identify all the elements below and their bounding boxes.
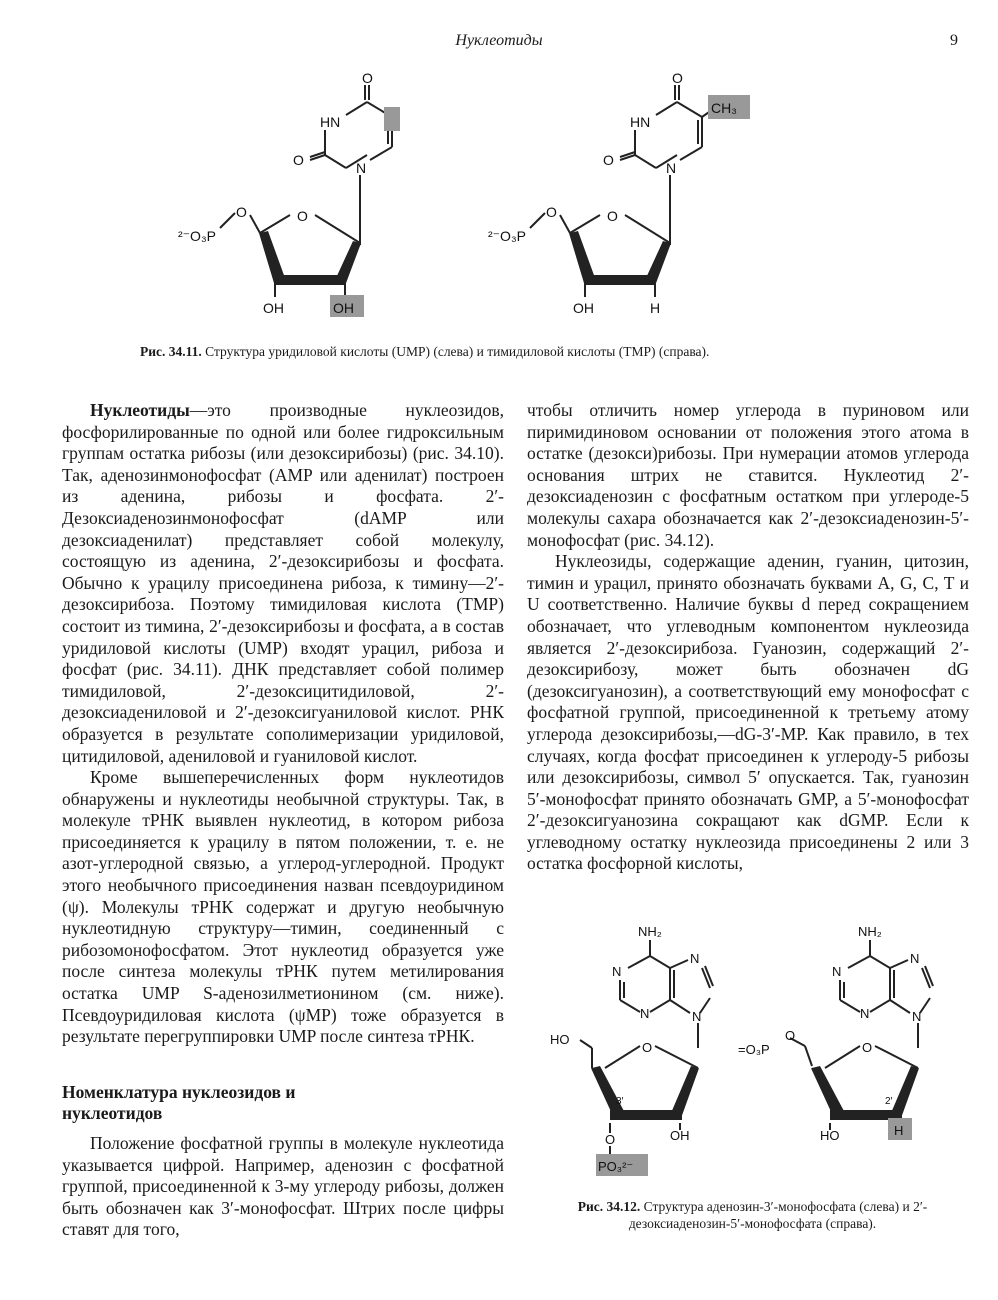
left-column-bottom: [62, 1133, 504, 1241]
right-o-top: O: [672, 70, 683, 86]
fig2-left-n7: N: [690, 951, 700, 966]
figure-34-11-caption: [140, 343, 920, 360]
left-hn: HN: [320, 114, 341, 130]
fig2-left-c3: 3′: [616, 1096, 624, 1107]
left-oh2: OH: [333, 300, 354, 316]
paragraph-r2: Нуклеозиды, содержащие аденин, гуанин, цитозин, тимин и урацил, принято обозначать буквами A, G, C, T и U соответственно. Наличие буквы d перед сокращением обозначает, что углеводным компонентом нуклеозида является 2′-дезоксирибоза. Гуанозин, содержащий 2′-дезоксирибозу, может быть обозначен dG (дезоксигуанозин), а соответствующий ему монофосфат с фосфатной группой, присоединенной к третьему атому углерода дезоксирибозы,—dG-3′-MP. Как правило, в тех случаях, когда фосфат присоединен к углероду-5 рибозы или дезоксирибозы, символ 5′ опускается. Так, гуанозин 5′-монофосфат принято обозначать GMP, а 5′-монофосфат 2′-дезоксигуанозина сокращают как dGMP. Если к углеводному остатку нуклеозида присоединены 2 или 3 остатка фосфорной кислоты,: [527, 551, 969, 874]
fig2-right-n3: N: [860, 1006, 870, 1021]
right-p-o: O: [546, 204, 557, 220]
fig2-right-n1: N: [832, 964, 842, 979]
fig2-right-p-o: O: [785, 1028, 796, 1043]
paragraph-3: Положение фосфатной группы в молекуле нуклеотида указывается цифрой. Например, аденозин с фосфатной группой, присоединенной к 3-му углероду рибозы, должен быть обозначен как 3′-монофосфат. Штрих после цифры ставят для того,: [62, 1133, 504, 1240]
fig2-right-n9: N: [912, 1009, 922, 1024]
right-phosphate: ²⁻O₃P: [488, 228, 526, 244]
fig2-left-ring-o: O: [642, 1040, 653, 1055]
fig2-left-n3: N: [640, 1006, 650, 1021]
right-n: N: [666, 160, 677, 176]
fig2-right-nh2: NH₂: [858, 924, 882, 939]
figure-34-12-caption: [530, 1198, 975, 1232]
left-column: [62, 400, 504, 1048]
paragraph-2: Кроме вышеперечисленных форм нуклеотидов обнаружены и нуклеотиды необычной структуры. Так, в молекуле тРНК выявлен нуклеотид, в котором рибоза присоединяется к урацилу в пятом положении, т. е. не азот-углеродной связью, а углерод-углеродной. Продукт этого необычного присоединения назван псевдоуридином (ψ). Молекулы тРНК содержат и другую необычную нуклеотидную структуру—тимин, соединенный с рибозомонофосфатом. Этот нуклеотид образуется уже после синтеза молекулы тРНК путем метилирования остатка UMP S-аденозилметионином (см. ниже). Псевдоуридиловая кислота (ψMP) тоже образуется в результате перегруппировки UMP после синтеза тРНК.: [62, 767, 504, 1047]
left-n: N: [356, 160, 367, 176]
right-column: [527, 400, 969, 875]
caption-label: Рис. 34.11.: [140, 344, 202, 359]
caption2-label: Рис. 34.12.: [577, 1199, 641, 1214]
left-phosphate: ²⁻O₃P: [178, 228, 216, 244]
figure-34-11: [160, 65, 900, 335]
page-number: 9: [950, 32, 958, 49]
right-oh: OH: [573, 300, 594, 316]
fig2-left-n9: N: [692, 1009, 702, 1024]
paragraph-r1: чтобы отличить номер углерода в пуриновом или пиримидиновом основании от положения этого атома в остатке (дезокси)рибозы. При нумерации атомов углерода основания штрих не ставится. Нуклеотид 2′-дезоксиаденозин с фосфатным остатком при углероде-5 молекулы сахара обозначается как 2′-дезоксиаденозин-5′-монофосфат (рис. 34.12).: [527, 400, 969, 550]
fig2-right-h: H: [894, 1123, 904, 1138]
term-nucleotides: Нуклеотиды: [90, 400, 190, 420]
running-header: Нуклеотиды: [455, 32, 543, 49]
right-hn: HN: [630, 114, 651, 130]
left-ring-o: O: [297, 208, 308, 224]
section-heading: Номенклатура нуклеозидов и нуклеотидов: [62, 1082, 296, 1123]
caption2-text: Структура аденозин-3′-монофосфата (слева) и 2′-дезоксиаденозин-5′-монофосфата (справа).: [628, 1199, 928, 1231]
left-oh1: OH: [263, 300, 284, 316]
fig2-left-ho: HO: [550, 1032, 570, 1047]
fig2-left-o3: O: [605, 1132, 616, 1147]
fig2-right-ring-o: O: [862, 1040, 873, 1055]
fig2-right-phos: =O₃P: [738, 1042, 770, 1057]
paragraph-1: —это производные нуклеозидов, фосфорилированные по одной или более гидроксильным группам остатка рибозы (или дезоксирибозы) (рис. 34.10). Так, аденозинмонофосфат (AMP или аденилат) построен из аденина, рибозы и фосфата. 2′-Дезоксиаденозинмонофосфат (dAMP или дезоксиаденилат) представляет собой молекулу, состоящую из аденина, 2′-дезоксирибозы и фосфата. Обычно к урацилу присоединена рибоза, к тимину—2′-дезоксирибоза. Поэтому тимидиловая кислота (TMP) состоит из тимина, 2′-дезоксирибозы и фосфата, а в состав уридиловой кислоты (UMP) входят урацил, рибоза и фосфат (рис. 34.11). ДНК представляет собой полимер тимидиловой, 2′-дезоксицитидиловой, 2′-дезоксиадениловой и 2′-дезоксигуаниловой кислот. РНК образуется в результате сополимеризации уридиловой, цитидиловой, адениловой и гуаниловой кислот.: [62, 400, 504, 766]
right-h: H: [650, 300, 661, 316]
fig2-left-n1: N: [612, 964, 622, 979]
right-ring-o: O: [607, 208, 618, 224]
caption-text: Структура уридиловой кислоты (UMP) (слева) и тимидиловой кислоты (TMP) (справа).: [201, 344, 710, 359]
figure-34-12: [540, 918, 980, 1186]
fig2-right-c2: 2′: [885, 1096, 893, 1107]
right-ch3: CH₃: [711, 100, 737, 116]
left-p-o: O: [236, 204, 247, 220]
highlight-h5: [384, 107, 400, 131]
fig2-left-nh2: NH₂: [638, 924, 662, 939]
fig2-left-oh: OH: [670, 1128, 690, 1143]
fig2-right-ho: HO: [820, 1128, 840, 1143]
left-o-top: O: [362, 70, 373, 86]
fig2-right-n7: N: [910, 951, 920, 966]
fig2-left-po3: PO₃²⁻: [598, 1159, 634, 1174]
right-o-side: O: [603, 152, 614, 168]
left-o-side: O: [293, 152, 304, 168]
